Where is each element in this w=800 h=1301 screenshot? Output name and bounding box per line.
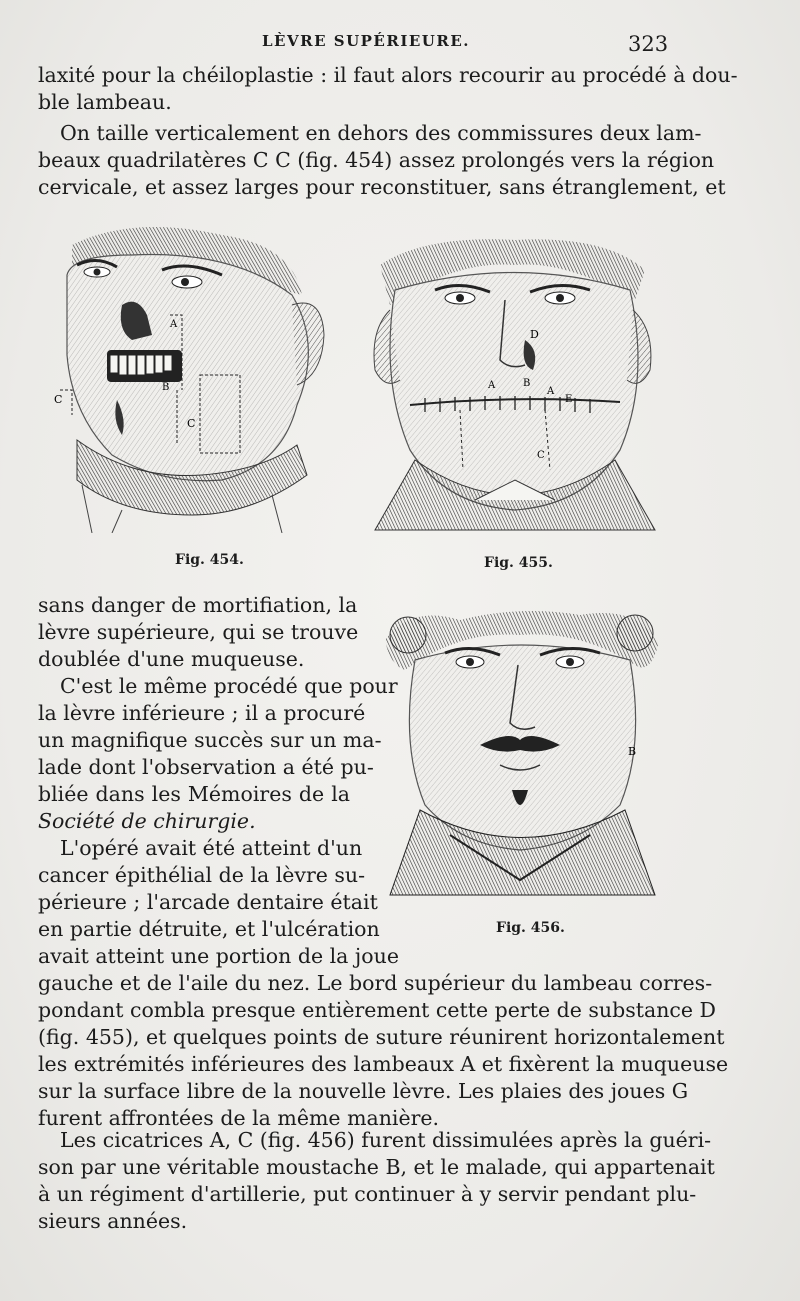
text-line: cancer épithélial de la lèvre su- [38, 863, 366, 887]
text-line: les extrémités inférieures des lambeaux A et fixèrent la muqueuse [38, 1052, 729, 1076]
text-line: C'est le même procédé que pour [60, 674, 398, 698]
text-line: laxité pour la chéiloplastie : il faut alors recourir au procédé à dou- [38, 63, 738, 87]
paragraph-5-full [38, 970, 729, 1132]
figure-label: B [523, 378, 531, 389]
figure-label: B [162, 382, 170, 393]
figure-454-illustration [52, 215, 332, 533]
figure-label: D [530, 328, 539, 341]
figure-456-caption: Fig. 456. [496, 920, 565, 936]
figure-label: E [565, 394, 573, 405]
paragraph-2 [38, 120, 726, 201]
figure-label: A [170, 319, 178, 330]
page-number: 323 [628, 32, 669, 56]
text-line: (fig. 455), et quelques points de suture réunirent horizontalement [38, 1025, 725, 1049]
text-line: doublée d'une muqueuse. [38, 647, 305, 671]
paragraph-1 [38, 62, 738, 116]
text-line: sans danger de mortifiation, la [38, 593, 358, 617]
figure-label: C [54, 393, 63, 406]
text-line: son par une véritable moustache B, et le malade, qui appartenait [38, 1155, 715, 1179]
figure-label: A [547, 386, 555, 397]
paragraph-5-narrow [38, 835, 399, 970]
figure-label: C [187, 417, 196, 430]
text-line: L'opéré avait été atteint d'un [60, 836, 363, 860]
text-line: la lèvre inférieure ; il a procuré [38, 701, 366, 725]
running-title: LÈVRE SUPÉRIEURE. [262, 32, 470, 50]
text-line: lade dont l'observation a été pu- [38, 755, 374, 779]
text-line: ble lambeau. [38, 90, 172, 114]
text-line: furent affrontées de la même manière. [38, 1106, 440, 1130]
text-line: un magnifique succès sur un ma- [38, 728, 382, 752]
figure-455-illustration [365, 230, 660, 535]
paragraph-3 [38, 592, 359, 673]
text-line: Société de chirurgie. [38, 809, 256, 833]
text-line: cervicale, et assez larges pour reconstituer, sans étranglement, et [38, 175, 726, 199]
text-line: sieurs années. [38, 1209, 188, 1233]
paragraph-4 [38, 673, 398, 835]
text-line: en partie détruite, et l'ulcération [38, 917, 380, 941]
figure-456-illustration [380, 605, 662, 910]
figure-454-caption: Fig. 454. [175, 552, 244, 568]
text-line: On taille verticalement en dehors des commissures deux lam- [60, 121, 702, 145]
text-line: pondant combla presque entièrement cette perte de substance D [38, 998, 716, 1022]
paragraph-6 [38, 1127, 715, 1235]
text-line: bliée dans les Mémoires de la [38, 782, 350, 806]
text-line: périeure ; l'arcade dentaire était [38, 890, 378, 914]
figure-label: C [537, 450, 545, 461]
text-line: Les cicatrices A, C (fig. 456) furent dissimulées après la guéri- [60, 1128, 712, 1152]
text-line: gauche et de l'aile du nez. Le bord supérieur du lambeau corres- [38, 971, 713, 995]
text-line: lèvre supérieure, qui se trouve [38, 620, 359, 644]
figure-label: A [488, 380, 496, 391]
text-line: avait atteint une portion de la joue [38, 944, 399, 968]
figure-455-caption: Fig. 455. [484, 555, 553, 571]
text-line: beaux quadrilatères C C (fig. 454) assez prolongés vers la région [38, 148, 715, 172]
figure-label: B [628, 745, 637, 758]
text-line: sur la surface libre de la nouvelle lèvre. Les plaies des joues G [38, 1079, 689, 1103]
text-line: à un régiment d'artillerie, put continuer à y servir pendant plu- [38, 1182, 697, 1206]
